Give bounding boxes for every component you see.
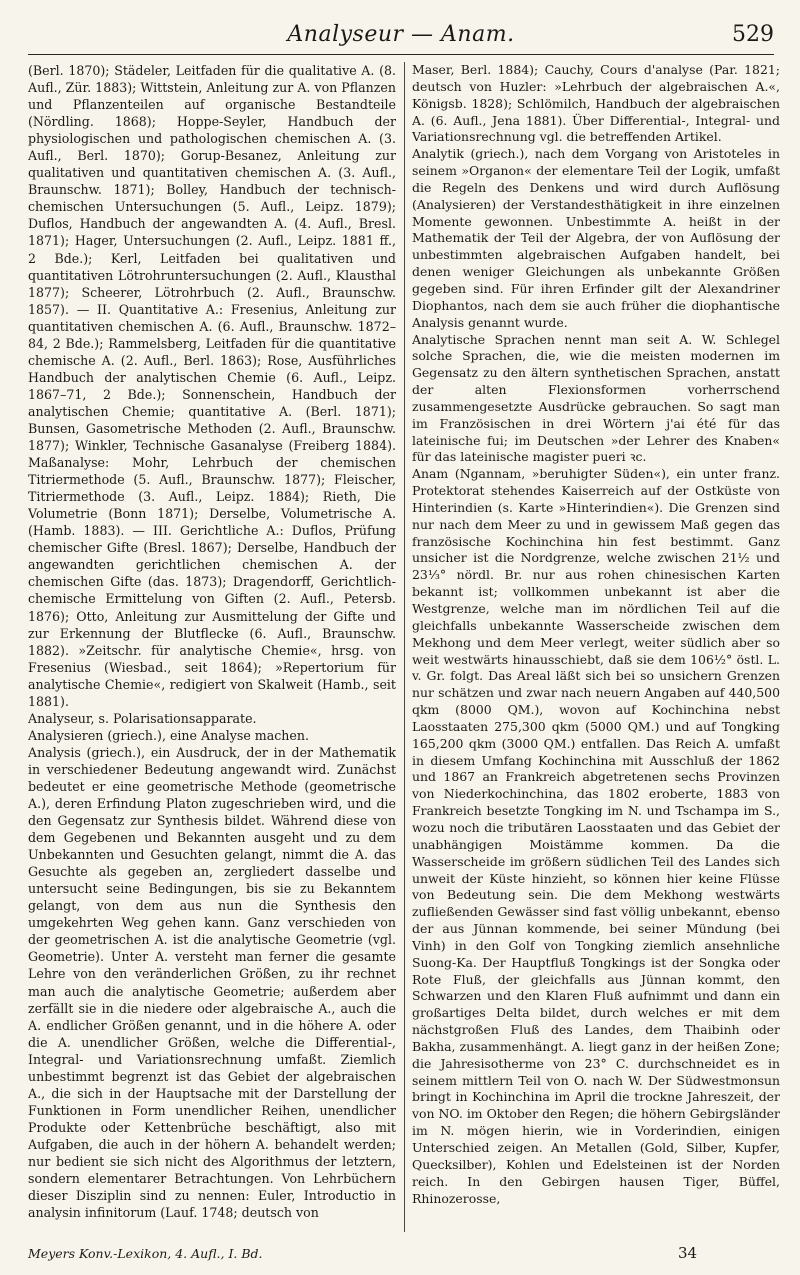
entry-analysis: Analysis (griech.), ein Ausdruck, der in der Mathematik in verschiedener Bedeutung angewandt wird. Zunächst bedeutet er eine geometrische Methode (geometrische A.), deren Erfindung Platon zugeschrieben wird, und die den Gegensatz zur Synthesis bildet. Während diese von dem Gegebenen und Bekannten ausgeht und zu dem Unbekannten und Gesuchten gelangt, nimmt die A. das Gesuchte als gegeben an, zergliedert dasselbe und untersucht seine Bedingungen, bis sie zu Bekanntem gelangt, von dem aus nun die Synthesis den umgekehrten Weg gehen kann. Ganz verschieden von der geometrischen A. ist die analytische Geometrie (vgl. Geometrie). Unter A. versteht man ferner die gesamte Lehre von den veränderlichen Größen, zu ihr rechnet man auch die analytische Geometrie; außerdem aber zerfällt sie in die niedere oder algebraische A., auch die A. endlicher Größen genannt, und in die höhere A. oder die A. unendlicher Größen, welche die Differential-, Integral- und Variationsrechnung umfaßt. Ziemlich unbestimmt begrenzt ist das Gebiet der algebraischen A., die sich in der Hauptsache mit der Darstellung der Funktionen in Form unendlicher Reihen, unendlicher Produkte oder Kettenbrüche beschäftigt, also mit Aufgaben, die auch in der höhern A. behandelt werden; nur bedient sie sich nicht des Algorithmus der letztern, sondern elementarer Betrachtungen. Von Lehrbüchern dieser Disziplin sind zu nennen: Euler, Introductio in analysin infinitorum (Lauf. 1748; deutsch von	[28, 744, 396, 1221]
entry-analyseur: Analyseur, s. Polarisationsapparate.	[28, 710, 257, 726]
page-header	[28, 14, 774, 55]
entry-anam: Anam (Ngannam, »beruhigter Süden«), ein unter franz. Protektorat stehendes Kaiserreich auf der Ostküste von Hinterindien (s. Karte »Hinterindien«). Die Grenzen sind nur nach dem Meer zu und in gewissem Maß gegen das französische Kochinchina hin fest bestimmt. Ganz unsicher ist die Nordgrenze, welche zwischen 21½ und 23⅓° nördl. Br. nur aus rohen chinesischen Karten bekannt ist; vollkommen unbekannt ist aber die Westgrenze, welche man im nördlichen Teil auf die gleichfalls unbekannte Wasserscheide zwischen dem Mekhong und dem Meer verlegt, weiter südlich aber so weit westwärts hinausschiebt, daß sie dem 106½° östl. L. v. Gr. folgt. Das Areal läßt sich bei so unsichern Grenzen nur schätzen und zwar nach neuern Angaben auf 440,500 qkm (8000 QM.), wovon auf Kochinchina nebst Laosstaaten 275,300 qkm (5000 QM.) und auf Tongking 165,200 qkm (3000 QM.) entfallen. Das Reich A. umfaßt in diesem Umfang Kochinchina mit Ausschluß der 1862 und 1867 an Frankreich abgetretenen sechs Provinzen von Niederkochinchina, das 1802 eroberte, 1883 von Frankreich besetzte Tongking im N. und Tschampa im S., wozu noch die tributären Laosstaaten und das Gebiet der unabhängigen Moistämme kommen. Da die Wasserscheide im größern südlichen Teil des Landes sich unweit der Küste hinzieht, so können hier keine Flüsse von Bedeutung sein. Die dem Mekhong westwärts zufließenden Gewässer sind fast völlig unbekannt, ebenso der aus Jünnan kommende, bei seiner Mündung (bei Vinh) in den Golf von Tongking ziemlich ansehnliche Suong-Ka. Der Hauptfluß Tongkings ist der Songka oder Rote Fluß, der gleichfalls aus Jünnan kommt, den Schwarzen und den Klaren Fluß aufnimmt und dann ein großartiges Delta bildet, durch welches er mit dem nächstgroßen Fluß des Landes, dem Thaibinh oder Bakha, zusammenhängt. A. liegt ganz in der heißen Zone; die Jahresisotherme von 23° C. durchschneidet es in seinem mittlern Teil von O. nach W. Der Südwestmonsun bringt in Kochinchina im April die trockne Jahreszeit, der von NO. im Oktober den Regen; die höhern Gebirgsländer im N. mögen hierin, wie in Vorderindien, einigen Unterschied zeigen. An Metallen (Gold, Silber, Kupfer, Quecksilber), Kohlen und Edelsteinen ist der Norden reich. In den Gebirgen hausen Tiger, Büffel, Rhinozerosse,	[412, 466, 780, 1206]
sheet-number: 34	[678, 1244, 698, 1262]
entry-analyse-literature: (Berl. 1870); Städeler, Leitfaden für die qualitative A. (8. Aufl., Zür. 1883); Wittstein, Anleitung zur A. von Pflanzen und Pflanzenteilen auf organische Bestandteile (Nördling. 1868); Hoppe-Seyler, Handbuch der physiologischen und pathologischen chemischen A. (3. Aufl., Berl. 1870); Gorup-Besanez, Anleitung zur qualitativen und quantitativen chemischen A. (3. Aufl., Braunschw. 1871); Bolley, Handbuch der technisch-chemischen Untersuchungen (5. Aufl., Leipz. 1879); Duflos, Handbuch der angewandten A. (4. Aufl., Bresl. 1871); Hager, Untersuchungen (2. Aufl., Leipz. 1881 ff., 2 Bde.); Kerl, Leitfaden bei qualitativen und quantitativen Lötrohruntersuchungen (2. Aufl., Klausthal 1877); Scheerer, Lötrohrbuch (2. Aufl., Braunschw. 1857). — II. Quantitative A.: Fresenius, Anleitung zur quantitativen chemischen A. (6. Aufl., Braunschw. 1872–84, 2 Bde.); Rammelsberg, Leitfaden für die quantitative chemische A. (2. Aufl., Berl. 1863); Rose, Ausführliches Handbuch der analytischen Chemie (6. Aufl., Leipz. 1867–71, 2 Bde.); Sonnenschein, Handbuch der analytischen Chemie; quantitative A. (Berl. 1871); Bunsen, Gasometrische Methoden (2. Aufl., Braunschw. 1877); Winkler, Technische Gasanalyse (Freiberg 1884). Maßanalyse: Mohr, Lehrbuch der chemischen Titriermethode (5. Aufl., Braunschw. 1877); Fleischer, Titriermethode (3. Aufl., Leipz. 1884); Rieth, Die Volumetrie (Bonn 1871); Derselbe, Volumetrische A. (Hamb. 1883). — III. Gerichtliche A.: Duflos, Prüfung chemischer Gifte (Bresl. 1867); Derselbe, Handbuch der angewandten gerichtlichen chemischen A. der chemischen Gifte (das. 1873); Dragendorff, Gerichtlich-chemische Ermittelung von Giften (2. Aufl., Petersb. 1876); Otto, Anleitung zur Ausmittelung der Gifte und zur Erkennung der Blutflecke (6. Aufl., Braunschw. 1882). »Zeitschr. für analytische Chemie«, hrsg. von Fresenius (Wiesbad., seit 1864); »Repertorium für analytische Chemie«, redigiert von Skalweit (Hamb., seit 1881).	[28, 63, 396, 709]
running-title: Analyseur — Anam.	[287, 22, 515, 47]
page-number: 529	[732, 22, 774, 47]
entry-analytik: Analytik (griech.), nach dem Vorgang von Aristoteles in seinem »Organon« der elementare Teil der Logik, umfaßt die Regeln des Denkens und wird durch Auflösung (Analysieren) der Verstandesthätigkeit in ihre einzelnen Momente gewonnen. Unbestimmte A. heißt in der Mathematik der Teil der Algebra, der von Auflösung der unbestimmten algebraischen Aufgaben handelt, bei denen weniger Gleichungen als unbekannte Größen gegeben sind. Für ihren Erfinder gilt der Alexandriner Diophantos, nach dem sie auch früher die diophantische Analysis genannt wurde.	[412, 146, 780, 330]
text-columns	[28, 62, 780, 1232]
entry-analysieren: Analysieren (griech.), eine Analyse machen.	[28, 727, 309, 743]
entry-analysis-continued: Maser, Berl. 1884); Cauchy, Cours d'analyse (Par. 1821; deutsch von Huzler: »Lehrbuch der algebraischen A.«, Königsb. 1828); Schlömilch, Handbuch der algebraischen A. (6. Aufl., Jena 1881). Über Differential-, Integral- und Variationsrechnung vgl. die betreffenden Artikel.	[412, 62, 780, 145]
imprint-signature: Meyers Konv.-Lexikon, 4. Aufl., I. Bd.	[28, 1246, 263, 1261]
page-footer	[28, 1246, 774, 1268]
left-column	[28, 62, 396, 1232]
column-divider	[404, 62, 405, 1232]
entry-analytische-sprachen: Analytische Sprachen nennt man seit A. W. Schlegel solche Sprachen, die, wie die meisten modernen im Gegensatz zu den ältern synthetischen Sprachen, anstatt der alten Flexionsformen vorherrschend zusammengesetzte Ausdrücke gebrauchen. So sagt man im Französischen in drei Wörtern j'ai été für das lateinische fui; im Deutschen »der Lehrer des Knaben« für das lateinische magister pueri ꝛc.	[412, 331, 780, 465]
right-column	[412, 62, 780, 1232]
